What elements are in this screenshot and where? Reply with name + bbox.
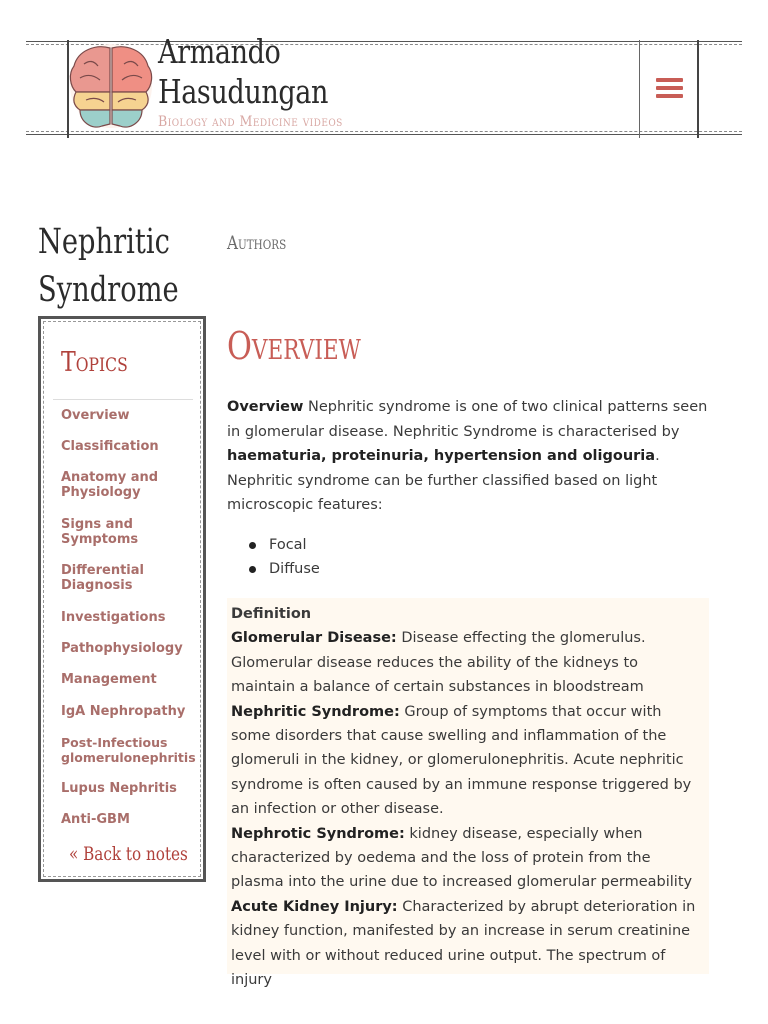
brand-name[interactable]	[158, 32, 328, 112]
topic-link-management[interactable]: Management	[61, 672, 157, 687]
definition-item	[231, 895, 705, 993]
brain-icon[interactable]	[66, 40, 156, 132]
definition-term: Glomerular Disease:	[231, 630, 397, 647]
header-divider-right	[697, 40, 699, 138]
definition-text: Group of symptoms that occur with some disorders that cause swelling and inflammation of the glomeruli in the kidney, or glomerulonephritis. Acute nephritic syndrome is often caused by an immune response triggered by an infection or other disease.	[231, 703, 692, 818]
brand-tagline: Biology and Medicine videos	[158, 114, 343, 130]
topic-link-pathophysiology[interactable]: Pathophysiology	[61, 641, 183, 656]
menu-button[interactable]	[646, 72, 690, 108]
topic-link-classification[interactable]: Classification	[61, 439, 159, 454]
definition-box	[227, 598, 709, 989]
header-bottom-rule	[26, 134, 742, 135]
site-header	[0, 0, 768, 150]
brand-name-line2: Hasudungan	[158, 72, 329, 111]
definition-text: Disease effecting the glomerulus. Glomerular disease reduces the ability of the kidneys to maintain a balance of certain substances in bloodstream	[231, 630, 646, 696]
definition-heading: Definition	[231, 606, 312, 622]
list-item: Diffuse	[227, 557, 320, 581]
overview-paragraph	[227, 395, 711, 518]
overview-text-2: . Nephritic syndrome can be further classified based on light microscopic features:	[227, 448, 660, 513]
overview-lead: Overview	[227, 399, 304, 415]
hamburger-menu-icon-bar-2	[656, 86, 683, 90]
definition-text: Characterized by abrupt deterioration in kidney function, manifested by an increase in serum creatinine level with or without reduced urine output. The spectrum of injury	[231, 898, 696, 989]
definition-item	[231, 700, 705, 822]
topic-link-anti-gbm[interactable]: Anti-GBM	[61, 812, 130, 827]
definition-term: Acute Kidney Injury:	[231, 898, 398, 915]
definition-term: Nephrotic Syndrome:	[231, 825, 405, 842]
topic-link-overview[interactable]: Overview	[61, 408, 130, 423]
brand-name-line1: Armando	[158, 32, 281, 71]
page-title: Nephritic Syndrome	[38, 222, 179, 310]
topic-link-lupus-nephritis[interactable]: Lupus Nephritis	[61, 781, 177, 796]
definition-text: kidney disease, especially when characterized by oedema and the loss of protein from the plasma into the urine due to increased glomerular permeability	[231, 825, 693, 891]
topic-link-iga-nephropathy[interactable]: IgA Nephropathy	[61, 704, 186, 719]
topic-link-investigations[interactable]: Investigations	[61, 610, 166, 625]
back-to-notes-link[interactable]: « Back to notes	[69, 843, 188, 865]
feature-list	[227, 533, 320, 581]
topic-link-anatomy-physiology[interactable]: Anatomy and Physiology	[61, 470, 159, 500]
overview-emphasis: haematuria, proteinuria, hypertension and oligouria	[227, 448, 656, 464]
topic-link-signs-symptoms[interactable]: Signs and Symptoms	[61, 517, 139, 547]
hamburger-menu-icon	[656, 78, 683, 82]
topics-panel	[38, 316, 206, 882]
header-divider-menu-left	[639, 40, 640, 138]
definition-item	[231, 822, 705, 895]
topics-heading: Topics	[61, 347, 128, 378]
section-title-overview: Overview	[227, 324, 361, 368]
topics-divider	[53, 399, 193, 400]
authors-link[interactable]: Authors	[227, 232, 287, 254]
topic-link-differential-diagnosis[interactable]: Differential Diagnosis	[61, 563, 144, 593]
definition-item	[231, 626, 705, 699]
hamburger-menu-icon-bar-3	[656, 94, 683, 98]
definition-term: Nephritic Syndrome:	[231, 703, 400, 720]
overview-text-1: Nephritic syndrome is one of two clinical patterns seen in glomerular disease. Nephritic Syndrome is characterised by	[227, 399, 708, 440]
list-item: Focal	[227, 533, 320, 557]
topic-link-post-infectious-gn[interactable]: Post-Infectious glomerulonephritis	[61, 735, 196, 765]
